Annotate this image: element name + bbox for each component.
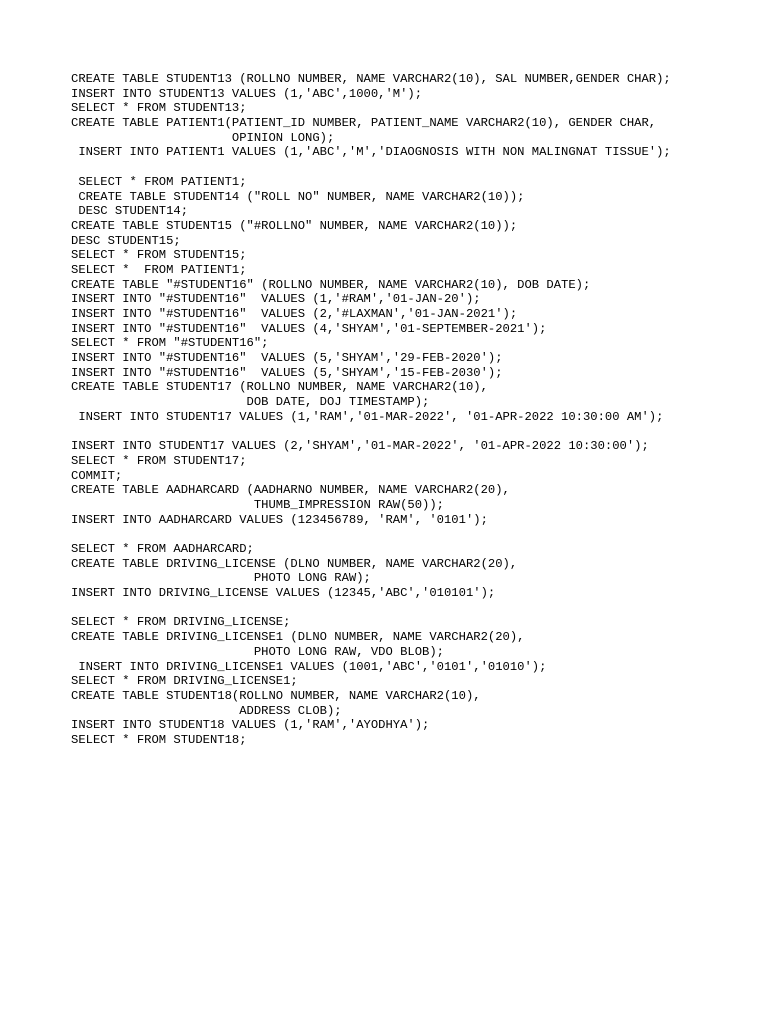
code-line: SELECT * FROM STUDENT13; bbox=[71, 101, 247, 116]
code-line: DESC STUDENT15; bbox=[71, 233, 181, 248]
code-line: SELECT * FROM STUDENT15; bbox=[71, 248, 247, 263]
code-line: DESC STUDENT14; bbox=[71, 204, 189, 219]
code-line: INSERT INTO "#STUDENT16" VALUES (2,'#LAXMAN','01-JAN-2021'); bbox=[71, 307, 518, 321]
code-line: INSERT INTO STUDENT18 VALUES (1,'RAM','AYODHYA'); bbox=[71, 718, 430, 733]
code-line: SELECT * FROM "#STUDENT16"; bbox=[71, 336, 269, 351]
code-line: INSERT INTO "#STUDENT16" VALUES (1,'#RAM','01-JAN-20'); bbox=[71, 292, 481, 307]
code-line: DOB DATE, DOJ TIMESTAMP); bbox=[71, 395, 430, 410]
code-line: ADDRESS CLOB); bbox=[71, 703, 342, 718]
code-line bbox=[71, 425, 671, 440]
code-line: CREATE TABLE DRIVING_LICENSE (DLNO NUMBER, NAME VARCHAR2(20), bbox=[71, 556, 518, 571]
code-line: CREATE TABLE STUDENT18(ROLLNO NUMBER, NAME VARCHAR2(10), bbox=[71, 688, 481, 703]
code-line: THUMB_IMPRESSION RAW(50)); bbox=[71, 497, 444, 512]
code-line: SELECT * FROM PATIENT1; bbox=[71, 262, 247, 277]
code-line: INSERT INTO DRIVING_LICENSE1 VALUES (1001,'ABC','0101','01010'); bbox=[71, 659, 547, 674]
code-line: SELECT * FROM PATIENT1; bbox=[71, 174, 247, 189]
code-line: CREATE TABLE "#STUDENT16" (ROLLNO NUMBER, NAME VARCHAR2(10), DOB DATE); bbox=[71, 277, 591, 292]
code-line: CREATE TABLE DRIVING_LICENSE1 (DLNO NUMBER, NAME VARCHAR2(20), bbox=[71, 630, 525, 645]
code-line: CREATE TABLE STUDENT14 ("ROLL NO" NUMBER, NAME VARCHAR2(10)); bbox=[71, 189, 525, 204]
code-line bbox=[71, 160, 671, 175]
code-line bbox=[71, 601, 671, 616]
code-line: INSERT INTO "#STUDENT16" VALUES (5,'SHYAM','29-FEB-2020'); bbox=[71, 351, 503, 366]
code-line: INSERT INTO STUDENT17 VALUES (1,'RAM','01-MAR-2022', '01-APR-2022 10:30:00 AM'); bbox=[71, 409, 664, 424]
code-line: INSERT INTO "#STUDENT16" VALUES (4,'SHYAM','01-SEPTEMBER-2021'); bbox=[71, 321, 547, 336]
code-line: INSERT INTO STUDENT13 VALUES (1,'ABC',1000,'M'); bbox=[71, 86, 423, 101]
code-line: COMMIT; bbox=[71, 468, 123, 483]
code-line: CREATE TABLE PATIENT1(PATIENT_ID NUMBER, PATIENT_NAME VARCHAR2(10), GENDER CHAR, bbox=[71, 116, 657, 131]
code-line: PHOTO LONG RAW); bbox=[71, 571, 371, 586]
code-line: OPINION LONG); bbox=[71, 130, 335, 145]
code-line: CREATE TABLE STUDENT15 ("#ROLLNO" NUMBER, NAME VARCHAR2(10)); bbox=[71, 218, 518, 233]
code-line: INSERT INTO "#STUDENT16" VALUES (5,'SHYAM','15-FEB-2030'); bbox=[71, 365, 503, 380]
code-line: SELECT * FROM DRIVING_LICENSE1; bbox=[71, 674, 298, 689]
code-line: SELECT * FROM STUDENT17; bbox=[71, 453, 247, 468]
code-line: SELECT * FROM STUDENT18; bbox=[71, 732, 247, 747]
code-line: SELECT * FROM DRIVING_LICENSE; bbox=[71, 615, 291, 630]
code-line: INSERT INTO AADHARCARD VALUES (123456789, 'RAM', '0101'); bbox=[71, 512, 488, 527]
code-line: INSERT INTO DRIVING_LICENSE VALUES (12345,'ABC','010101'); bbox=[71, 586, 496, 601]
code-line: CREATE TABLE AADHARCARD (AADHARNO NUMBER, NAME VARCHAR2(20), bbox=[71, 483, 510, 498]
code-line: CREATE TABLE STUDENT17 (ROLLNO NUMBER, NAME VARCHAR2(10), bbox=[71, 380, 488, 395]
code-line: INSERT INTO PATIENT1 VALUES (1,'ABC','M','DIAOGNOSIS WITH NON MALINGNAT TISSUE'); bbox=[71, 145, 671, 160]
code-line: CREATE TABLE STUDENT13 (ROLLNO NUMBER, NAME VARCHAR2(10), SAL NUMBER,GENDER CHAR); bbox=[71, 72, 671, 86]
code-line: SELECT * FROM AADHARCARD; bbox=[71, 542, 254, 556]
code-line: PHOTO LONG RAW, VDO BLOB); bbox=[71, 644, 444, 659]
code-line bbox=[71, 527, 671, 542]
sql-script bbox=[71, 72, 671, 748]
code-line: INSERT INTO STUDENT17 VALUES (2,'SHYAM','01-MAR-2022', '01-APR-2022 10:30:00'); bbox=[71, 439, 649, 454]
